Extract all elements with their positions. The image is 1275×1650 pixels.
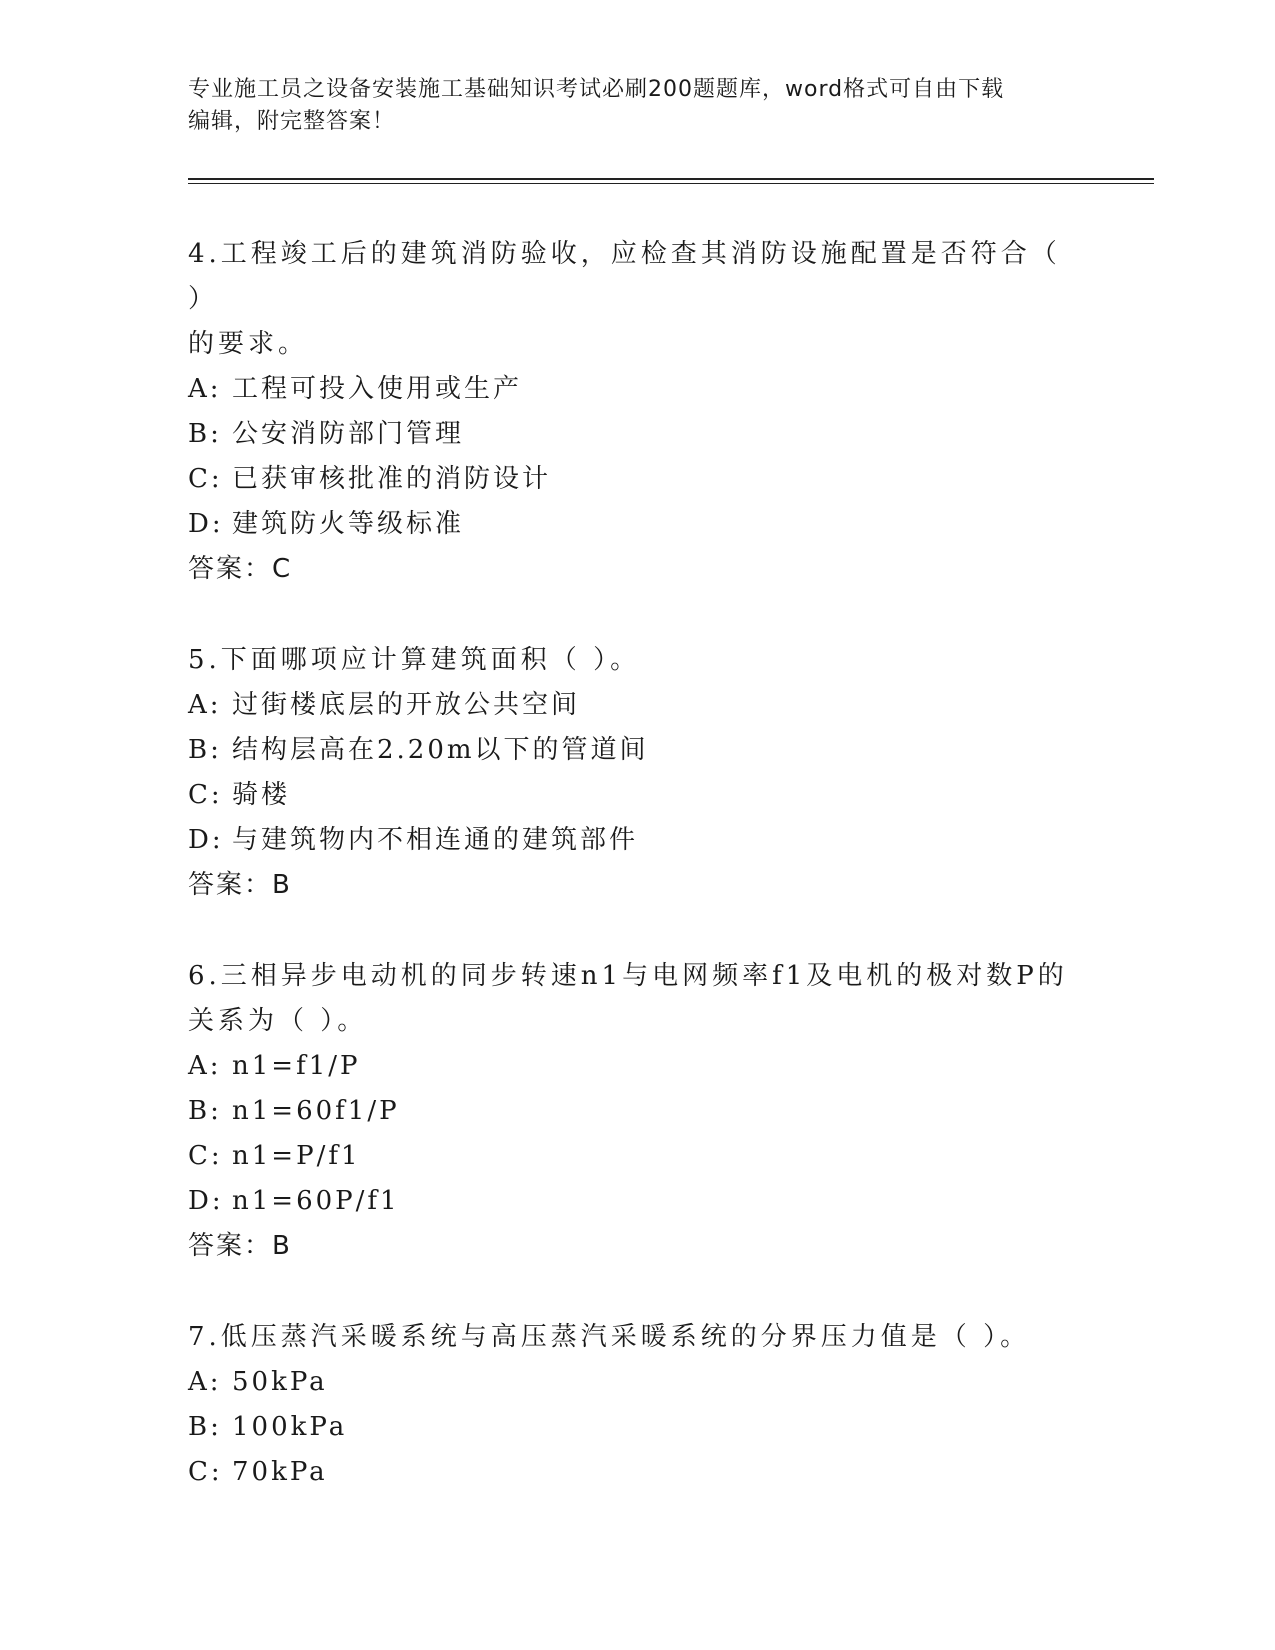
option-d — [188, 1179, 1088, 1224]
question-text-line: 4.工程竣工后的建筑消防验收，应检查其消防设施配置是否符合（ ） — [188, 239, 1061, 314]
question-7 — [188, 1315, 1088, 1495]
option-text: 建筑防火等级标准 — [232, 509, 465, 539]
option-text: n1=60P/f1 — [232, 1186, 400, 1216]
question-text-line: 7.低压蒸汽采暖系统与高压蒸汽采暖系统的分界压力值是（ ）。 — [188, 1322, 1031, 1352]
option-a — [188, 367, 1088, 412]
option-text: 公安消防部门管理 — [232, 419, 465, 449]
header-title-line-2: 编辑，附完整答案！ — [188, 109, 396, 134]
option-d — [188, 818, 1088, 863]
option-text: n1=60f1/P — [232, 1096, 400, 1126]
option-c — [188, 1450, 1088, 1495]
option-text: 结构层高在2.20m以下的管道间 — [232, 735, 649, 765]
question-text-line: 的要求。 — [188, 329, 309, 359]
option-letter: A: — [188, 374, 222, 404]
option-text: 骑楼 — [232, 780, 291, 810]
answer-line: 答案：B — [188, 870, 292, 900]
option-letter: C: — [188, 1457, 223, 1487]
option-letter: B: — [188, 1096, 222, 1126]
question-text-line: 6.三相异步电动机的同步转速n1与电网频率f1及电机的极对数P的 — [188, 961, 1068, 991]
option-letter: A: — [188, 1051, 222, 1081]
option-a — [188, 683, 1088, 728]
option-text: n1=P/f1 — [232, 1141, 361, 1171]
option-letter: D: — [188, 1186, 224, 1216]
option-b — [188, 728, 1088, 773]
option-letter: A: — [188, 690, 222, 720]
option-letter: C: — [188, 464, 223, 494]
header-divider-thick — [188, 178, 1154, 180]
option-letter: B: — [188, 735, 222, 765]
answer-line: 答案：B — [188, 1231, 292, 1261]
option-letter: C: — [188, 780, 223, 810]
option-text: 过街楼底层的开放公共空间 — [232, 690, 581, 720]
option-text: 已获审核批准的消防设计 — [232, 464, 552, 494]
option-text: 100kPa — [232, 1412, 348, 1442]
question-list — [188, 232, 1088, 1541]
option-letter: D: — [188, 825, 224, 855]
question-5 — [188, 638, 1088, 908]
option-text: 工程可投入使用或生产 — [232, 374, 523, 404]
option-b — [188, 412, 1088, 457]
option-b — [188, 1405, 1088, 1450]
option-letter: B: — [188, 1412, 222, 1442]
option-c — [188, 457, 1088, 502]
option-c — [188, 1134, 1088, 1179]
option-text: 50kPa — [232, 1367, 328, 1397]
option-a — [188, 1044, 1088, 1089]
option-d — [188, 502, 1088, 547]
option-c — [188, 773, 1088, 818]
header-title-line-1: 专业施工员之设备安装施工基础知识考试必刷200题题库，word格式可自由下载 — [188, 77, 1005, 102]
option-b — [188, 1089, 1088, 1134]
option-letter: A: — [188, 1367, 222, 1397]
question-text-line: 关系为（ ）。 — [188, 1006, 368, 1036]
document-header — [188, 74, 1088, 138]
answer-line: 答案：C — [188, 554, 293, 584]
header-divider-thin — [188, 183, 1154, 184]
option-text: 与建筑物内不相连通的建筑部件 — [232, 825, 639, 855]
question-6 — [188, 954, 1088, 1269]
option-letter: B: — [188, 419, 222, 449]
option-letter: C: — [188, 1141, 223, 1171]
question-text-line: 5.下面哪项应计算建筑面积（ ）。 — [188, 645, 641, 675]
option-text: 70kPa — [232, 1457, 328, 1487]
option-text: n1=f1/P — [232, 1051, 361, 1081]
option-letter: D: — [188, 509, 224, 539]
question-4 — [188, 232, 1088, 592]
option-a — [188, 1360, 1088, 1405]
